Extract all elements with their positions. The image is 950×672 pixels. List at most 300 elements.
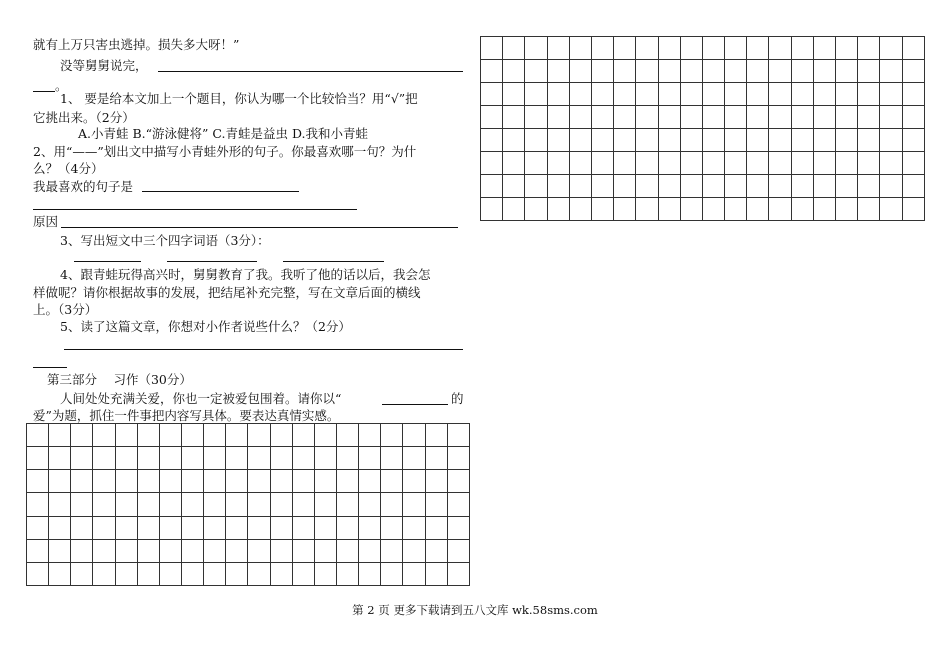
grid-cell[interactable] <box>292 447 314 470</box>
grid-cell[interactable] <box>658 83 680 106</box>
grid-cell[interactable] <box>791 37 813 60</box>
grid-cell[interactable] <box>27 424 49 447</box>
grid-cell[interactable] <box>403 493 425 516</box>
grid-cell[interactable] <box>481 37 503 60</box>
grid-cell[interactable] <box>248 539 270 562</box>
grid-cell[interactable] <box>248 424 270 447</box>
grid-cell[interactable] <box>591 60 613 83</box>
grid-cell[interactable] <box>680 60 702 83</box>
grid-cell[interactable] <box>680 152 702 175</box>
grid-cell[interactable] <box>636 83 658 106</box>
grid-cell[interactable] <box>481 175 503 198</box>
grid-cell[interactable] <box>880 83 902 106</box>
grid-cell[interactable] <box>614 83 636 106</box>
grid-cell[interactable] <box>314 516 336 539</box>
grid-cell[interactable] <box>481 198 503 221</box>
grid-cell[interactable] <box>658 60 680 83</box>
grid-cell[interactable] <box>614 60 636 83</box>
writing-grid-right[interactable] <box>480 36 925 221</box>
grid-cell[interactable] <box>226 493 248 516</box>
grid-cell[interactable] <box>769 83 791 106</box>
grid-cell[interactable] <box>447 470 469 493</box>
grid-cell[interactable] <box>747 37 769 60</box>
grid-cell[interactable] <box>747 152 769 175</box>
grid-cell[interactable] <box>725 106 747 129</box>
grid-cell[interactable] <box>359 447 381 470</box>
grid-cell[interactable] <box>314 539 336 562</box>
grid-cell[interactable] <box>836 106 858 129</box>
grid-cell[interactable] <box>481 106 503 129</box>
grid-cell[interactable] <box>447 493 469 516</box>
grid-cell[interactable] <box>181 424 203 447</box>
grid-cell[interactable] <box>503 83 525 106</box>
grid-cell[interactable] <box>27 539 49 562</box>
grid-cell[interactable] <box>381 562 403 585</box>
grid-cell[interactable] <box>569 83 591 106</box>
grid-cell[interactable] <box>547 83 569 106</box>
grid-cell[interactable] <box>858 37 880 60</box>
grid-cell[interactable] <box>403 470 425 493</box>
grid-cell[interactable] <box>425 493 447 516</box>
grid-cell[interactable] <box>159 539 181 562</box>
grid-cell[interactable] <box>93 424 115 447</box>
grid-cell[interactable] <box>27 516 49 539</box>
grid-cell[interactable] <box>880 152 902 175</box>
grid-cell[interactable] <box>880 175 902 198</box>
grid-cell[interactable] <box>503 129 525 152</box>
grid-cell[interactable] <box>702 60 724 83</box>
grid-cell[interactable] <box>226 562 248 585</box>
grid-cell[interactable] <box>270 470 292 493</box>
grid-cell[interactable] <box>791 152 813 175</box>
grid-cell[interactable] <box>614 152 636 175</box>
grid-cell[interactable] <box>813 60 835 83</box>
grid-cell[interactable] <box>115 562 137 585</box>
grid-cell[interactable] <box>769 129 791 152</box>
grid-cell[interactable] <box>71 539 93 562</box>
grid-cell[interactable] <box>813 37 835 60</box>
grid-cell[interactable] <box>359 562 381 585</box>
grid-cell[interactable] <box>314 470 336 493</box>
grid-cell[interactable] <box>226 447 248 470</box>
grid-cell[interactable] <box>902 37 924 60</box>
grid-cell[interactable] <box>159 470 181 493</box>
grid-cell[interactable] <box>292 424 314 447</box>
grid-cell[interactable] <box>425 562 447 585</box>
grid-cell[interactable] <box>115 516 137 539</box>
grid-cell[interactable] <box>636 198 658 221</box>
grid-cell[interactable] <box>336 539 358 562</box>
grid-cell[interactable] <box>204 447 226 470</box>
grid-cell[interactable] <box>591 83 613 106</box>
grid-cell[interactable] <box>591 198 613 221</box>
grid-cell[interactable] <box>447 447 469 470</box>
grid-cell[interactable] <box>381 539 403 562</box>
grid-cell[interactable] <box>248 562 270 585</box>
grid-cell[interactable] <box>636 175 658 198</box>
grid-cell[interactable] <box>204 424 226 447</box>
grid-cell[interactable] <box>680 83 702 106</box>
grid-cell[interactable] <box>447 424 469 447</box>
grid-cell[interactable] <box>747 60 769 83</box>
grid-cell[interactable] <box>725 152 747 175</box>
grid-cell[interactable] <box>791 198 813 221</box>
grid-cell[interactable] <box>49 539 71 562</box>
grid-cell[interactable] <box>525 106 547 129</box>
grid-cell[interactable] <box>836 83 858 106</box>
grid-cell[interactable] <box>725 60 747 83</box>
grid-cell[interactable] <box>836 175 858 198</box>
grid-cell[interactable] <box>137 493 159 516</box>
grid-cell[interactable] <box>636 37 658 60</box>
grid-cell[interactable] <box>836 198 858 221</box>
grid-cell[interactable] <box>547 37 569 60</box>
grid-cell[interactable] <box>813 106 835 129</box>
grid-cell[interactable] <box>381 470 403 493</box>
answer-line[interactable] <box>167 261 257 262</box>
grid-cell[interactable] <box>71 493 93 516</box>
grid-cell[interactable] <box>880 129 902 152</box>
grid-cell[interactable] <box>836 37 858 60</box>
grid-cell[interactable] <box>569 152 591 175</box>
grid-cell[interactable] <box>204 562 226 585</box>
grid-cell[interactable] <box>181 447 203 470</box>
grid-cell[interactable] <box>481 83 503 106</box>
grid-cell[interactable] <box>680 198 702 221</box>
grid-cell[interactable] <box>813 83 835 106</box>
grid-cell[interactable] <box>902 60 924 83</box>
grid-cell[interactable] <box>181 539 203 562</box>
grid-cell[interactable] <box>336 470 358 493</box>
grid-cell[interactable] <box>702 129 724 152</box>
grid-cell[interactable] <box>403 539 425 562</box>
grid-cell[interactable] <box>658 198 680 221</box>
grid-cell[interactable] <box>93 493 115 516</box>
answer-line[interactable] <box>74 261 141 262</box>
grid-cell[interactable] <box>525 198 547 221</box>
grid-cell[interactable] <box>137 539 159 562</box>
grid-cell[interactable] <box>725 129 747 152</box>
grid-cell[interactable] <box>403 424 425 447</box>
grid-cell[interactable] <box>747 129 769 152</box>
writing-grid-left[interactable] <box>26 423 470 586</box>
grid-cell[interactable] <box>71 516 93 539</box>
grid-cell[interactable] <box>226 539 248 562</box>
grid-cell[interactable] <box>858 175 880 198</box>
answer-line[interactable] <box>158 71 463 72</box>
grid-cell[interactable] <box>49 424 71 447</box>
grid-cell[interactable] <box>791 175 813 198</box>
grid-cell[interactable] <box>248 493 270 516</box>
grid-cell[interactable] <box>27 493 49 516</box>
grid-cell[interactable] <box>425 539 447 562</box>
grid-cell[interactable] <box>569 37 591 60</box>
grid-cell[interactable] <box>591 106 613 129</box>
answer-line[interactable] <box>33 91 55 92</box>
grid-cell[interactable] <box>836 60 858 83</box>
grid-cell[interactable] <box>880 106 902 129</box>
grid-cell[interactable] <box>858 152 880 175</box>
grid-cell[interactable] <box>858 106 880 129</box>
grid-cell[interactable] <box>769 106 791 129</box>
grid-cell[interactable] <box>481 129 503 152</box>
grid-cell[interactable] <box>27 447 49 470</box>
grid-cell[interactable] <box>71 447 93 470</box>
grid-cell[interactable] <box>702 83 724 106</box>
grid-cell[interactable] <box>658 129 680 152</box>
grid-cell[interactable] <box>93 539 115 562</box>
grid-cell[interactable] <box>159 493 181 516</box>
grid-cell[interactable] <box>591 152 613 175</box>
grid-cell[interactable] <box>591 175 613 198</box>
grid-cell[interactable] <box>813 198 835 221</box>
grid-cell[interactable] <box>858 83 880 106</box>
grid-cell[interactable] <box>636 152 658 175</box>
grid-cell[interactable] <box>292 562 314 585</box>
grid-cell[interactable] <box>270 424 292 447</box>
grid-cell[interactable] <box>381 493 403 516</box>
grid-cell[interactable] <box>248 516 270 539</box>
grid-cell[interactable] <box>181 470 203 493</box>
answer-line[interactable] <box>64 349 463 350</box>
grid-cell[interactable] <box>270 516 292 539</box>
grid-cell[interactable] <box>27 470 49 493</box>
grid-cell[interactable] <box>270 562 292 585</box>
grid-cell[interactable] <box>569 198 591 221</box>
grid-cell[interactable] <box>425 424 447 447</box>
grid-cell[interactable] <box>314 562 336 585</box>
grid-cell[interactable] <box>270 493 292 516</box>
answer-line[interactable] <box>61 227 458 228</box>
grid-cell[interactable] <box>591 37 613 60</box>
grid-cell[interactable] <box>813 175 835 198</box>
grid-cell[interactable] <box>880 37 902 60</box>
grid-cell[interactable] <box>359 493 381 516</box>
grid-cell[interactable] <box>503 106 525 129</box>
grid-cell[interactable] <box>403 562 425 585</box>
grid-cell[interactable] <box>292 516 314 539</box>
grid-cell[interactable] <box>725 37 747 60</box>
grid-cell[interactable] <box>93 562 115 585</box>
grid-cell[interactable] <box>569 106 591 129</box>
grid-cell[interactable] <box>725 83 747 106</box>
grid-cell[interactable] <box>680 106 702 129</box>
grid-cell[interactable] <box>159 447 181 470</box>
grid-cell[interactable] <box>858 60 880 83</box>
grid-cell[interactable] <box>403 516 425 539</box>
grid-cell[interactable] <box>791 129 813 152</box>
grid-cell[interactable] <box>137 447 159 470</box>
grid-cell[interactable] <box>159 424 181 447</box>
grid-cell[interactable] <box>49 516 71 539</box>
grid-cell[interactable] <box>702 152 724 175</box>
grid-cell[interactable] <box>769 152 791 175</box>
grid-cell[interactable] <box>769 175 791 198</box>
grid-cell[interactable] <box>381 424 403 447</box>
answer-line[interactable] <box>142 191 299 192</box>
grid-cell[interactable] <box>314 493 336 516</box>
grid-cell[interactable] <box>747 198 769 221</box>
grid-cell[interactable] <box>381 447 403 470</box>
grid-cell[interactable] <box>614 106 636 129</box>
grid-cell[interactable] <box>813 152 835 175</box>
grid-cell[interactable] <box>902 175 924 198</box>
grid-cell[interactable] <box>292 493 314 516</box>
grid-cell[interactable] <box>503 198 525 221</box>
grid-cell[interactable] <box>769 198 791 221</box>
grid-cell[interactable] <box>71 562 93 585</box>
grid-cell[interactable] <box>658 106 680 129</box>
grid-cell[interactable] <box>359 470 381 493</box>
grid-cell[interactable] <box>902 129 924 152</box>
grid-cell[interactable] <box>503 37 525 60</box>
grid-cell[interactable] <box>702 106 724 129</box>
title-blank[interactable] <box>382 404 448 405</box>
grid-cell[interactable] <box>503 175 525 198</box>
grid-cell[interactable] <box>636 129 658 152</box>
grid-cell[interactable] <box>769 37 791 60</box>
grid-cell[interactable] <box>880 60 902 83</box>
grid-cell[interactable] <box>71 424 93 447</box>
grid-cell[interactable] <box>525 175 547 198</box>
grid-cell[interactable] <box>292 539 314 562</box>
grid-cell[interactable] <box>115 539 137 562</box>
grid-cell[interactable] <box>658 152 680 175</box>
grid-cell[interactable] <box>336 516 358 539</box>
grid-cell[interactable] <box>359 539 381 562</box>
grid-cell[interactable] <box>702 175 724 198</box>
grid-cell[interactable] <box>49 493 71 516</box>
grid-cell[interactable] <box>547 106 569 129</box>
grid-cell[interactable] <box>49 470 71 493</box>
grid-cell[interactable] <box>702 37 724 60</box>
grid-cell[interactable] <box>791 83 813 106</box>
grid-cell[interactable] <box>836 152 858 175</box>
grid-cell[interactable] <box>591 129 613 152</box>
grid-cell[interactable] <box>137 516 159 539</box>
grid-cell[interactable] <box>292 470 314 493</box>
grid-cell[interactable] <box>547 60 569 83</box>
grid-cell[interactable] <box>614 37 636 60</box>
grid-cell[interactable] <box>902 106 924 129</box>
grid-cell[interactable] <box>137 424 159 447</box>
grid-cell[interactable] <box>425 470 447 493</box>
grid-cell[interactable] <box>680 175 702 198</box>
grid-cell[interactable] <box>336 493 358 516</box>
grid-cell[interactable] <box>747 175 769 198</box>
grid-cell[interactable] <box>525 152 547 175</box>
grid-cell[interactable] <box>71 470 93 493</box>
grid-cell[interactable] <box>725 175 747 198</box>
grid-cell[interactable] <box>569 60 591 83</box>
grid-cell[interactable] <box>747 106 769 129</box>
grid-cell[interactable] <box>204 539 226 562</box>
grid-cell[interactable] <box>137 562 159 585</box>
grid-cell[interactable] <box>204 493 226 516</box>
grid-cell[interactable] <box>858 129 880 152</box>
grid-cell[interactable] <box>447 539 469 562</box>
grid-cell[interactable] <box>658 175 680 198</box>
grid-cell[interactable] <box>636 106 658 129</box>
grid-cell[interactable] <box>270 539 292 562</box>
grid-cell[interactable] <box>547 198 569 221</box>
grid-cell[interactable] <box>702 198 724 221</box>
grid-cell[interactable] <box>481 60 503 83</box>
grid-cell[interactable] <box>858 198 880 221</box>
grid-cell[interactable] <box>880 198 902 221</box>
grid-cell[interactable] <box>725 198 747 221</box>
grid-cell[interactable] <box>547 175 569 198</box>
grid-cell[interactable] <box>481 152 503 175</box>
grid-cell[interactable] <box>93 447 115 470</box>
grid-cell[interactable] <box>204 516 226 539</box>
grid-cell[interactable] <box>115 424 137 447</box>
grid-cell[interactable] <box>336 562 358 585</box>
grid-cell[interactable] <box>569 175 591 198</box>
grid-cell[interactable] <box>813 129 835 152</box>
grid-cell[interactable] <box>525 129 547 152</box>
grid-cell[interactable] <box>159 516 181 539</box>
grid-cell[interactable] <box>137 470 159 493</box>
grid-cell[interactable] <box>902 198 924 221</box>
grid-cell[interactable] <box>636 60 658 83</box>
answer-line[interactable] <box>283 261 384 262</box>
grid-cell[interactable] <box>226 516 248 539</box>
grid-cell[interactable] <box>336 447 358 470</box>
grid-cell[interactable] <box>791 60 813 83</box>
grid-cell[interactable] <box>314 424 336 447</box>
grid-cell[interactable] <box>204 470 226 493</box>
grid-cell[interactable] <box>680 129 702 152</box>
grid-cell[interactable] <box>447 562 469 585</box>
grid-cell[interactable] <box>270 447 292 470</box>
grid-cell[interactable] <box>614 129 636 152</box>
grid-cell[interactable] <box>93 516 115 539</box>
grid-cell[interactable] <box>181 562 203 585</box>
grid-cell[interactable] <box>836 129 858 152</box>
grid-cell[interactable] <box>525 37 547 60</box>
grid-cell[interactable] <box>902 83 924 106</box>
grid-cell[interactable] <box>226 470 248 493</box>
grid-cell[interactable] <box>248 470 270 493</box>
grid-cell[interactable] <box>403 447 425 470</box>
grid-cell[interactable] <box>614 198 636 221</box>
answer-line[interactable] <box>33 209 357 210</box>
grid-cell[interactable] <box>181 493 203 516</box>
grid-cell[interactable] <box>447 516 469 539</box>
grid-cell[interactable] <box>49 447 71 470</box>
grid-cell[interactable] <box>359 516 381 539</box>
grid-cell[interactable] <box>503 152 525 175</box>
grid-cell[interactable] <box>614 175 636 198</box>
grid-cell[interactable] <box>680 37 702 60</box>
answer-line[interactable] <box>33 367 67 368</box>
grid-cell[interactable] <box>93 470 115 493</box>
grid-cell[interactable] <box>115 447 137 470</box>
grid-cell[interactable] <box>49 562 71 585</box>
grid-cell[interactable] <box>525 60 547 83</box>
grid-cell[interactable] <box>747 83 769 106</box>
grid-cell[interactable] <box>425 516 447 539</box>
grid-cell[interactable] <box>769 60 791 83</box>
grid-cell[interactable] <box>503 60 525 83</box>
grid-cell[interactable] <box>181 516 203 539</box>
grid-cell[interactable] <box>226 424 248 447</box>
grid-cell[interactable] <box>425 447 447 470</box>
grid-cell[interactable] <box>159 562 181 585</box>
grid-cell[interactable] <box>248 447 270 470</box>
grid-cell[interactable] <box>902 152 924 175</box>
